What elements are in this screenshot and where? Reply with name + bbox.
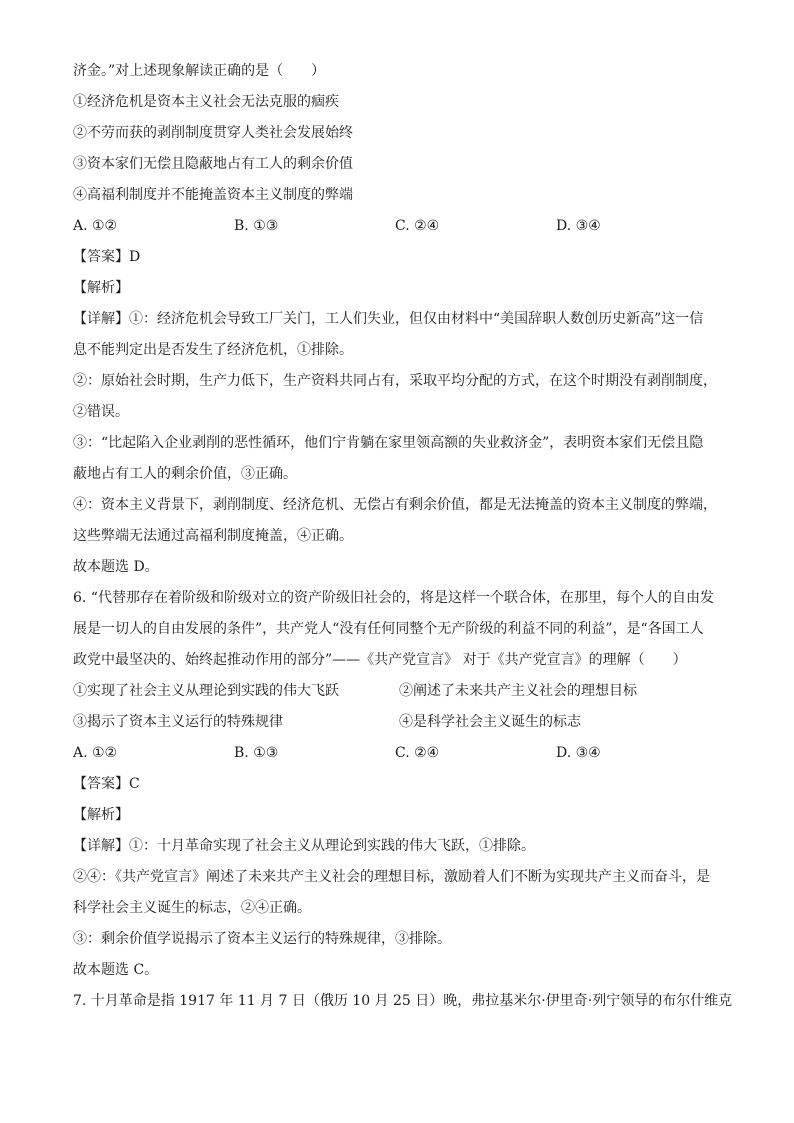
q5-item-4: ④高福利制度并不能掩盖资本主义制度的弊端 (73, 187, 353, 203)
q6-detail-line-4: ③：剩余价值学说揭示了资本主义运行的特殊规律，③排除。 (73, 931, 451, 947)
q5-detail-line-4: ②错误。 (73, 404, 129, 420)
q5-detail-line-7: ④：资本主义背景下，剥削制度、经济危机、无偿占有剩余价值，都是无法掩盖的资本主义制度的弊端， (73, 497, 717, 513)
q6-item-2: ②阐述了未来共产主义社会的理想目标 (399, 683, 637, 699)
q5-answer-label: 【答案】 (73, 249, 129, 265)
q5-item-1: ①经济危机是资本主义社会无法克服的痼疾 (73, 94, 339, 110)
q6-detail-line-3: 科学社会主义诞生的标志，②④正确。 (73, 900, 311, 916)
q6-analysis-label: 【解析】 (73, 807, 129, 823)
q6-stem-line-1: 6. “代替那存在着阶级和阶级对立的资产阶级旧社会的，将是这样一个联合体，在那里，每个人的自由发 (73, 590, 714, 606)
q6-items-row-1 (73, 681, 754, 701)
q5-analysis-label: 【解析】 (73, 280, 129, 296)
q6-option-a: A. ①② (73, 745, 118, 761)
q6-stem-line-3: 政党中最坚决的、始终起推动作用的部分”——《共产党宣言》 对于《共产党宣言》的理解（ ） (73, 652, 687, 668)
q5-detail-line-5: ③：“比起陷入企业剥削的恶性循环，他们宁肯躺在家里领高额的失业救济金”，表明资本家们无偿且隐 (73, 435, 704, 451)
q5-answer (73, 247, 754, 267)
q6-conclusion: 故本题选 C。 (73, 962, 159, 978)
q6-item-1: ①实现了社会主义从理论到实践的伟大飞跃 (73, 683, 339, 699)
q6-detail-line-2: ②④：《共产党宣言》阐述了未来共产主义社会的理想目标，激励着人们不断为实现共产主义而奋斗，是 (73, 869, 710, 885)
q6-detail-line-1: 【详解】①：十月革命实现了社会主义从理论到实践的伟大飞跃，①排除。 (73, 838, 535, 854)
q5-detail-line-2: 息不能判定出是否发生了经济危机，①排除。 (73, 342, 353, 358)
q6-answer-label: 【答案】 (73, 776, 129, 792)
q5-item-2: ②不劳而获的剥削制度贯穿人类社会发展始终 (73, 125, 353, 141)
q5-option-c: C. ②④ (395, 218, 440, 234)
q5-options (73, 216, 754, 236)
q5-detail-line-1: 【详解】①：经济危机会导致工厂关门，工人们失业，但仅由材料中“美国辞职人数创历史新高”这一信 (73, 311, 704, 327)
q6-item-4: ④是科学社会主义诞生的标志 (399, 714, 581, 730)
q6-option-c: C. ②④ (395, 745, 440, 761)
q5-answer-value: D (129, 249, 141, 265)
q7-stem-start: 7. 十月革命是指 1917 年 11 月 7 日（俄历 10 月 25 日）晚，弗拉基米尔·伊里奇·列宁领导的布尔什维克 (73, 993, 733, 1009)
q5-option-d: D. ③④ (556, 218, 601, 234)
q5-conclusion: 故本题选 D。 (73, 559, 159, 575)
q6-item-3: ③揭示了资本主义运行的特殊规律 (73, 714, 283, 730)
q6-stem-line-2: 展是一切人的自由发展的条件”，共产党人“没有任何同整个无产阶级的利益不同的利益”，是“各国工人 (73, 621, 704, 637)
q5-option-a: A. ①② (73, 218, 118, 234)
q6-answer (73, 774, 754, 794)
q6-option-d: D. ③④ (556, 745, 601, 761)
q5-item-3: ③资本家们无偿且隐蔽地占有工人的剩余价值 (73, 156, 353, 172)
q5-detail-line-3: ②：原始社会时期，生产力低下，生产资料共同占有，采取平均分配的方式，在这个时期没有剥削制度， (73, 373, 717, 389)
q6-items-row-2 (73, 712, 754, 732)
q5-option-b: B. ①③ (234, 218, 279, 234)
q5-stem-tail: 济金。”对上述现象解读正确的是（ ） (73, 63, 326, 79)
q6-answer-value: C (129, 776, 140, 792)
q6-option-b: B. ①③ (234, 745, 279, 761)
q6-options (73, 743, 754, 763)
q5-detail-line-8: 这些弊端无法通过高福利制度掩盖，④正确。 (73, 528, 353, 544)
q5-detail-line-6: 蔽地占有工人的剩余价值，③正确。 (73, 466, 297, 482)
